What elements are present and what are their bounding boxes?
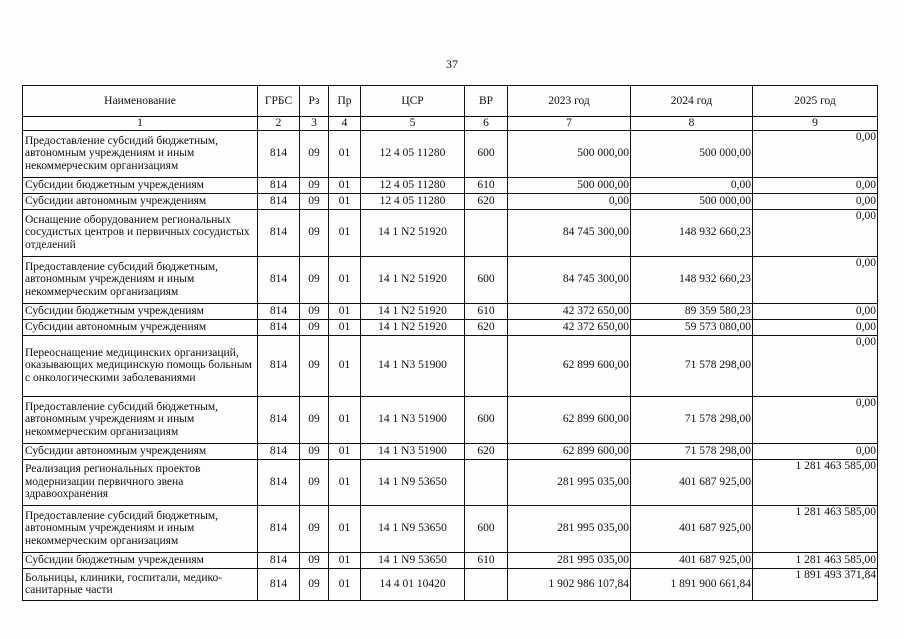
table-row <box>23 130 878 177</box>
row-rz: 09 <box>300 319 329 335</box>
row-amount-2023: 84 745 300,00 <box>508 256 631 303</box>
row-rz: 09 <box>300 443 329 459</box>
column-number: 1 <box>23 117 258 131</box>
row-grbs: 814 <box>258 303 300 319</box>
row-rz: 09 <box>300 303 329 319</box>
column-number: 9 <box>753 117 878 131</box>
row-amount-2025: 0,00 <box>753 209 878 256</box>
row-name: Субсидии бюджетным учреждениям <box>23 303 258 319</box>
row-amount-2024: 500 000,00 <box>631 130 753 177</box>
row-amount-2023: 62 899 600,00 <box>508 335 631 396</box>
row-amount-2023: 281 995 035,00 <box>508 459 631 505</box>
budget-table <box>22 85 878 601</box>
row-pr: 01 <box>329 256 361 303</box>
row-amount-2025: 0,00 <box>753 443 878 459</box>
row-rz: 09 <box>300 568 329 600</box>
row-name: Субсидии бюджетным учреждениям <box>23 177 258 193</box>
table-row <box>23 552 878 568</box>
row-amount-2023: 500 000,00 <box>508 130 631 177</box>
row-name: Оснащение оборудованием региональных сосудистых центров и первичных сосудистых отделений <box>23 209 258 256</box>
row-pr: 01 <box>329 130 361 177</box>
header-csr: ЦСР <box>361 86 465 117</box>
row-csr: 14 1 N2 51920 <box>361 209 465 256</box>
table-row <box>23 505 878 552</box>
header-rz: Рз <box>300 86 329 117</box>
row-amount-2024: 401 687 925,00 <box>631 552 753 568</box>
row-amount-2025: 1 891 493 371,84 <box>753 568 878 600</box>
row-amount-2023: 281 995 035,00 <box>508 552 631 568</box>
row-pr: 01 <box>329 443 361 459</box>
row-amount-2023: 281 995 035,00 <box>508 505 631 552</box>
table-row <box>23 335 878 396</box>
row-csr: 14 1 N3 51900 <box>361 396 465 443</box>
row-amount-2024: 0,00 <box>631 177 753 193</box>
row-csr: 12 4 05 11280 <box>361 177 465 193</box>
row-pr: 01 <box>329 209 361 256</box>
row-grbs: 814 <box>258 193 300 209</box>
row-amount-2024: 71 578 298,00 <box>631 443 753 459</box>
row-pr: 01 <box>329 303 361 319</box>
row-grbs: 814 <box>258 459 300 505</box>
row-amount-2025: 0,00 <box>753 335 878 396</box>
row-rz: 09 <box>300 193 329 209</box>
header-2024: 2024 год <box>631 86 753 117</box>
row-amount-2025: 0,00 <box>753 303 878 319</box>
row-csr: 14 1 N2 51920 <box>361 256 465 303</box>
table-row <box>23 319 878 335</box>
row-pr: 01 <box>329 335 361 396</box>
column-number: 3 <box>300 117 329 131</box>
header-vr: ВР <box>465 86 508 117</box>
row-csr: 14 1 N9 53650 <box>361 505 465 552</box>
row-csr: 14 1 N9 53650 <box>361 552 465 568</box>
row-vr: 610 <box>465 177 508 193</box>
row-name: Предоставление субсидий бюджетным, автономным учреждениям и иным некоммерческим организациям <box>23 256 258 303</box>
header-2025: 2025 год <box>753 86 878 117</box>
row-csr: 12 4 05 11280 <box>361 130 465 177</box>
column-number: 7 <box>508 117 631 131</box>
table-row <box>23 303 878 319</box>
row-grbs: 814 <box>258 319 300 335</box>
row-vr: 620 <box>465 193 508 209</box>
row-pr: 01 <box>329 568 361 600</box>
table-row <box>23 568 878 600</box>
row-pr: 01 <box>329 177 361 193</box>
row-amount-2023: 42 372 650,00 <box>508 303 631 319</box>
row-vr: 620 <box>465 319 508 335</box>
row-rz: 09 <box>300 552 329 568</box>
row-grbs: 814 <box>258 443 300 459</box>
row-name: Больницы, клиники, госпитали, медико-санитарные части <box>23 568 258 600</box>
row-amount-2024: 401 687 925,00 <box>631 505 753 552</box>
row-pr: 01 <box>329 319 361 335</box>
row-grbs: 814 <box>258 130 300 177</box>
row-amount-2025: 1 281 463 585,00 <box>753 505 878 552</box>
column-number: 4 <box>329 117 361 131</box>
row-amount-2024: 401 687 925,00 <box>631 459 753 505</box>
header-2023: 2023 год <box>508 86 631 117</box>
row-pr: 01 <box>329 552 361 568</box>
row-pr: 01 <box>329 396 361 443</box>
row-amount-2023: 500 000,00 <box>508 177 631 193</box>
row-rz: 09 <box>300 505 329 552</box>
row-vr <box>465 209 508 256</box>
row-amount-2025: 1 281 463 585,00 <box>753 552 878 568</box>
row-vr <box>465 335 508 396</box>
column-number: 5 <box>361 117 465 131</box>
row-name: Субсидии автономным учреждениям <box>23 319 258 335</box>
table-row <box>23 209 878 256</box>
header-name: Наименование <box>23 86 258 117</box>
row-grbs: 814 <box>258 335 300 396</box>
row-grbs: 814 <box>258 256 300 303</box>
row-amount-2024: 71 578 298,00 <box>631 396 753 443</box>
row-name: Предоставление субсидий бюджетным, автономным учреждениям и иным некоммерческим организациям <box>23 505 258 552</box>
row-name: Переоснащение медицинских организаций, оказывающих медицинскую помощь больным с онкологическими заболеваниями <box>23 335 258 396</box>
row-csr: 14 1 N3 51900 <box>361 335 465 396</box>
row-vr <box>465 459 508 505</box>
row-vr: 600 <box>465 256 508 303</box>
row-amount-2024: 1 891 900 661,84 <box>631 568 753 600</box>
row-amount-2024: 500 000,00 <box>631 193 753 209</box>
row-name: Субсидии автономным учреждениям <box>23 193 258 209</box>
row-grbs: 814 <box>258 552 300 568</box>
row-name: Предоставление субсидий бюджетным, автономным учреждениям и иным некоммерческим организациям <box>23 130 258 177</box>
row-name: Субсидии бюджетным учреждениям <box>23 552 258 568</box>
row-vr: 600 <box>465 396 508 443</box>
table-row <box>23 177 878 193</box>
row-vr: 620 <box>465 443 508 459</box>
row-rz: 09 <box>300 459 329 505</box>
row-pr: 01 <box>329 193 361 209</box>
row-vr <box>465 568 508 600</box>
row-amount-2023: 62 899 600,00 <box>508 396 631 443</box>
row-grbs: 814 <box>258 396 300 443</box>
row-csr: 14 1 N3 51900 <box>361 443 465 459</box>
table-row <box>23 396 878 443</box>
row-amount-2024: 71 578 298,00 <box>631 335 753 396</box>
table-row <box>23 443 878 459</box>
row-rz: 09 <box>300 335 329 396</box>
row-amount-2023: 0,00 <box>508 193 631 209</box>
row-grbs: 814 <box>258 209 300 256</box>
header-grbs: ГРБС <box>258 86 300 117</box>
row-csr: 12 4 05 11280 <box>361 193 465 209</box>
row-amount-2024: 148 932 660,23 <box>631 209 753 256</box>
column-number: 2 <box>258 117 300 131</box>
row-rz: 09 <box>300 256 329 303</box>
row-amount-2025: 0,00 <box>753 396 878 443</box>
row-rz: 09 <box>300 209 329 256</box>
table-row <box>23 193 878 209</box>
row-rz: 09 <box>300 396 329 443</box>
row-amount-2025: 0,00 <box>753 130 878 177</box>
row-amount-2025: 1 281 463 585,00 <box>753 459 878 505</box>
page-number: 37 <box>446 57 458 71</box>
row-vr: 610 <box>465 303 508 319</box>
row-amount-2024: 89 359 580,23 <box>631 303 753 319</box>
header-pr: Пр <box>329 86 361 117</box>
row-amount-2024: 59 573 080,00 <box>631 319 753 335</box>
row-amount-2024: 148 932 660,23 <box>631 256 753 303</box>
row-csr: 14 1 N2 51920 <box>361 319 465 335</box>
column-number: 8 <box>631 117 753 131</box>
row-amount-2025: 0,00 <box>753 256 878 303</box>
row-vr: 610 <box>465 552 508 568</box>
row-amount-2023: 84 745 300,00 <box>508 209 631 256</box>
row-amount-2023: 1 902 986 107,84 <box>508 568 631 600</box>
row-grbs: 814 <box>258 568 300 600</box>
header-row <box>23 86 878 117</box>
row-grbs: 814 <box>258 505 300 552</box>
row-name: Предоставление субсидий бюджетным, автономным учреждениям и иным некоммерческим организациям <box>23 396 258 443</box>
table-row <box>23 459 878 505</box>
row-csr: 14 1 N2 51920 <box>361 303 465 319</box>
row-grbs: 814 <box>258 177 300 193</box>
row-rz: 09 <box>300 177 329 193</box>
row-csr: 14 1 N9 53650 <box>361 459 465 505</box>
row-name: Реализация региональных проектов модернизации первичного звена здравоохранения <box>23 459 258 505</box>
column-number: 6 <box>465 117 508 131</box>
table-row <box>23 256 878 303</box>
row-amount-2025: 0,00 <box>753 193 878 209</box>
row-name: Субсидии автономным учреждениям <box>23 443 258 459</box>
row-amount-2025: 0,00 <box>753 177 878 193</box>
row-amount-2023: 42 372 650,00 <box>508 319 631 335</box>
row-rz: 09 <box>300 130 329 177</box>
column-number-row <box>23 117 878 131</box>
row-csr: 14 4 01 10420 <box>361 568 465 600</box>
row-vr: 600 <box>465 130 508 177</box>
row-pr: 01 <box>329 505 361 552</box>
row-pr: 01 <box>329 459 361 505</box>
row-amount-2025: 0,00 <box>753 319 878 335</box>
row-vr: 600 <box>465 505 508 552</box>
row-amount-2023: 62 899 600,00 <box>508 443 631 459</box>
